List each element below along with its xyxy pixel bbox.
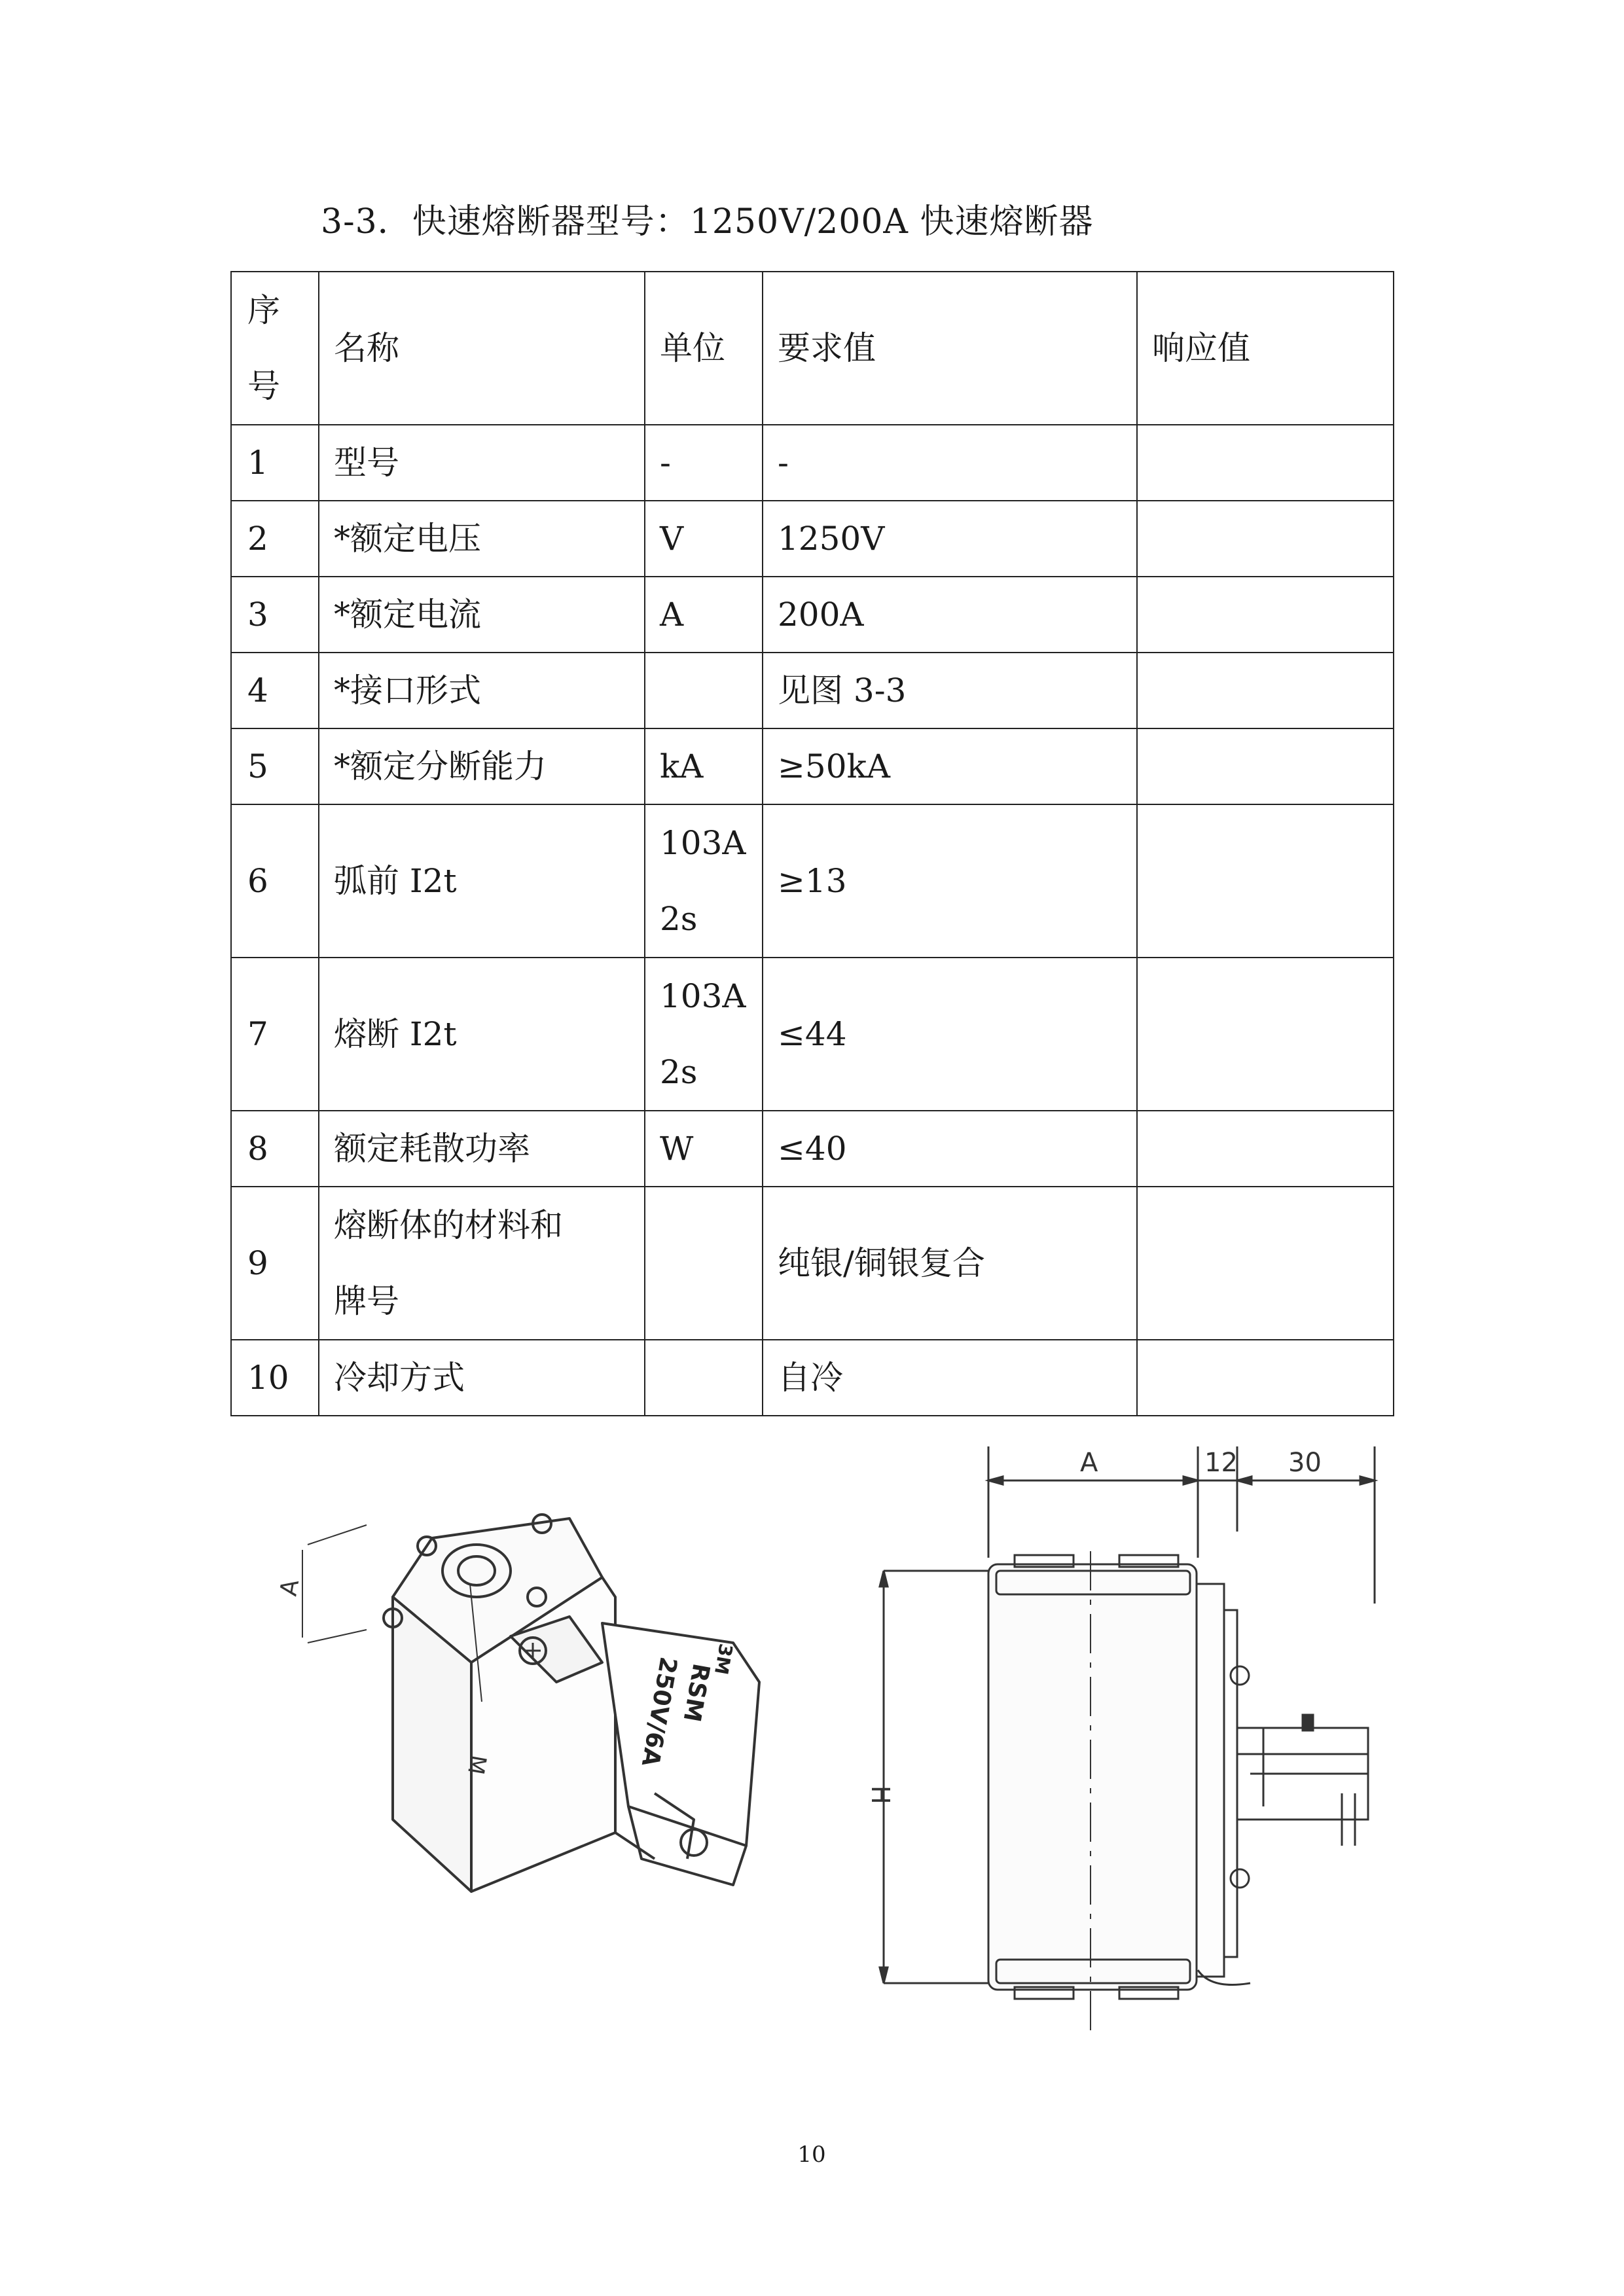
header-no: 序 号 — [231, 272, 319, 425]
row-no: 2 — [231, 501, 319, 577]
row-no: 9 — [231, 1187, 319, 1340]
table-row — [231, 577, 1394, 653]
row-name: 弧前 I2t — [319, 804, 645, 958]
row-name: 熔断 I2t — [319, 958, 645, 1111]
row-no: 4 — [231, 653, 319, 728]
row-name: *接口形式 — [319, 653, 645, 728]
row-no: 10 — [231, 1340, 319, 1416]
row-name: *额定分断能力 — [319, 728, 645, 804]
table-row — [231, 1187, 1394, 1340]
table-row — [231, 425, 1394, 501]
fuse-label-top: 3M — [710, 1641, 737, 1677]
table-row — [231, 501, 1394, 577]
row-required: 自冷 — [763, 1340, 1137, 1416]
row-response — [1137, 501, 1394, 577]
row-required: ≥13 — [763, 804, 1137, 958]
row-no: 6 — [231, 804, 319, 958]
row-no: 1 — [231, 425, 319, 501]
row-unit: 103A 2s — [645, 958, 763, 1111]
row-required: - — [763, 425, 1137, 501]
fuse-side-view-drawing — [857, 1427, 1420, 2055]
row-response — [1137, 804, 1394, 958]
row-required: 见图 3-3 — [763, 653, 1137, 728]
row-response — [1137, 577, 1394, 653]
row-name: 额定耗散功率 — [319, 1111, 645, 1187]
row-no: 3 — [231, 577, 319, 653]
row-no: 7 — [231, 958, 319, 1111]
row-response — [1137, 1340, 1394, 1416]
row-unit — [645, 1340, 763, 1416]
header-response: 响应值 — [1137, 272, 1394, 425]
row-unit: W — [645, 1111, 763, 1187]
fuse-isometric-drawing — [262, 1466, 812, 1950]
table-header-row — [231, 272, 1394, 425]
page-number: 10 — [797, 2142, 826, 2168]
table-row — [231, 1340, 1394, 1416]
header-required: 要求值 — [763, 272, 1137, 425]
row-name: *额定电压 — [319, 501, 645, 577]
row-unit — [645, 653, 763, 728]
section-heading: 3-3．快速熔断器型号：1250V/200A 快速熔断器 — [321, 202, 1094, 242]
row-name: 型号 — [319, 425, 645, 501]
row-name: 冷却方式 — [319, 1340, 645, 1416]
row-unit: A — [645, 577, 763, 653]
row-unit: - — [645, 425, 763, 501]
dimension-a-label: A — [275, 1577, 305, 1598]
row-unit: V — [645, 501, 763, 577]
table-row — [231, 958, 1394, 1111]
row-unit: kA — [645, 728, 763, 804]
row-response — [1137, 653, 1394, 728]
dimension-30-label: 30 — [1288, 1448, 1322, 1478]
header-unit: 单位 — [645, 272, 763, 425]
table-row — [231, 1111, 1394, 1187]
row-required: 1250V — [763, 501, 1137, 577]
dimension-m-label: M — [462, 1753, 492, 1777]
table-row — [231, 728, 1394, 804]
fuse-label-rating: 250V/6A — [636, 1655, 682, 1769]
header-name: 名称 — [319, 272, 645, 425]
row-unit — [645, 1187, 763, 1340]
row-response — [1137, 728, 1394, 804]
row-required: 200A — [763, 577, 1137, 653]
row-response — [1137, 425, 1394, 501]
fuse-label-model: RSM — [677, 1661, 715, 1724]
row-response — [1137, 1111, 1394, 1187]
row-response — [1137, 1187, 1394, 1340]
row-required: ≥50kA — [763, 728, 1137, 804]
row-name: *额定电流 — [319, 577, 645, 653]
dimension-a-label: A — [1080, 1448, 1098, 1478]
dimension-h-label: H — [866, 1785, 895, 1804]
table-row — [231, 653, 1394, 728]
dimension-12-label: 12 — [1204, 1448, 1238, 1478]
row-required: ≤44 — [763, 958, 1137, 1111]
row-unit: 103A 2s — [645, 804, 763, 958]
row-response — [1137, 958, 1394, 1111]
row-no: 8 — [231, 1111, 319, 1187]
row-name: 熔断体的材料和 牌号 — [319, 1187, 645, 1340]
row-required: 纯银/铜银复合 — [763, 1187, 1137, 1340]
row-no: 5 — [231, 728, 319, 804]
table-row — [231, 804, 1394, 958]
spec-table — [230, 271, 1394, 1416]
row-required: ≤40 — [763, 1111, 1137, 1187]
